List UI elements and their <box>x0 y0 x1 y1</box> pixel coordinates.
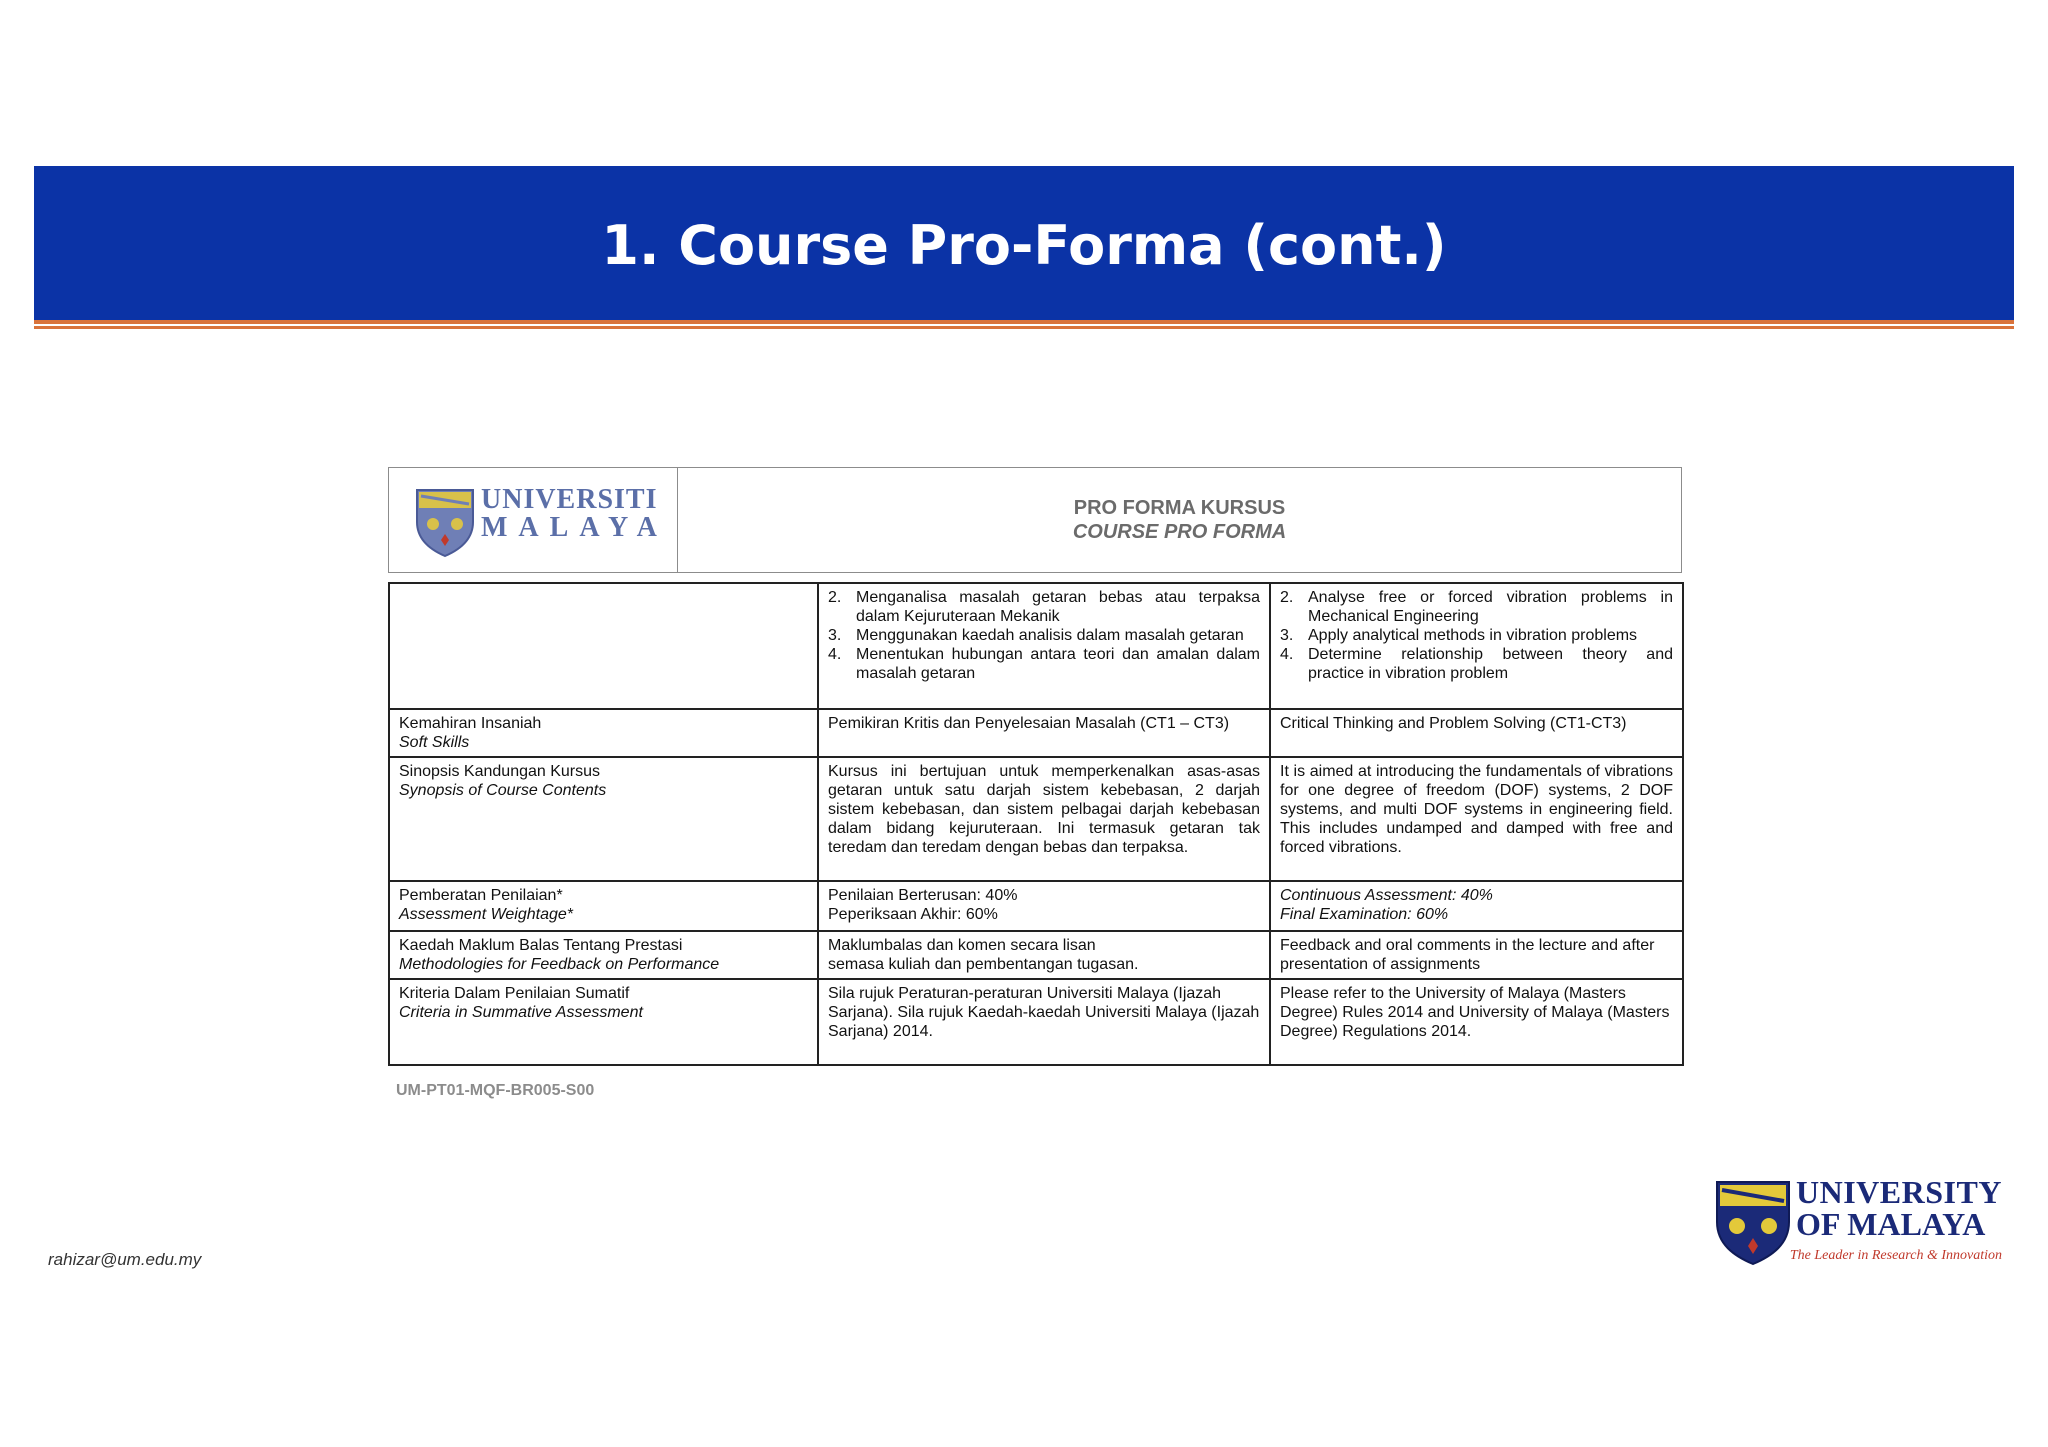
feedback-ms: Maklumbalas dan komen secara lisan semasa kuliah dan pembentangan tugasan. <box>818 931 1270 979</box>
logo-text-line1: UNIVERSITI <box>481 484 658 515</box>
proforma-table <box>388 582 1684 1066</box>
title-banner <box>34 166 2014 320</box>
university-logo <box>1712 1172 2002 1268</box>
outcomes-en <box>1270 583 1683 709</box>
list-item: 3. Apply analytical methods in vibration problems <box>1280 627 1638 644</box>
row-label: Pemberatan Penilaian* Assessment Weightage* <box>389 881 818 931</box>
table-row <box>389 583 1683 709</box>
author-email: rahizar@um.edu.my <box>48 1250 202 1269</box>
criteria-ms: Sila rujuk Peraturan-peraturan Universiti Malaya (Ijazah Sarjana). Sila rujuk Kaedah-kaedah Universiti Malaya (Ijazah Sarjana) 2014. <box>818 979 1270 1065</box>
list-item: 4. Menentukan hubungan antara teori dan amalan dalam masalah getaran <box>828 646 1260 682</box>
assessment-ms: Penilaian Berterusan: 40% Peperiksaan Akhir: 60% <box>818 881 1270 931</box>
feedback-en: Feedback and oral comments in the lecture and after presentation of assignments <box>1270 931 1683 979</box>
proforma-title-en: COURSE PRO FORMA <box>1072 521 1287 543</box>
criteria-en: Please refer to the University of Malaya (Masters Degree) Rules 2014 and University of Malaya (Masters Degree) Regulations 2014. <box>1270 979 1683 1065</box>
proforma-logo <box>389 468 678 572</box>
table-row <box>389 709 1683 757</box>
soft-skills-ms: Pemikiran Kritis dan Penyelesaian Masalah (CT1 – CT3) <box>818 709 1270 757</box>
brand-line1: UNIVERSITY <box>1796 1174 2002 1210</box>
slide-title: 1. Course Pro-Forma (cont.) <box>601 214 1447 277</box>
row-label: Kemahiran Insaniah Soft Skills <box>389 709 818 757</box>
table-cell-empty <box>389 583 818 709</box>
brand-line2: OF MALAYA <box>1796 1206 1986 1242</box>
outcomes-ms <box>818 583 1270 709</box>
row-label: Kriteria Dalam Penilaian Sumatif Criteria in Summative Assessment <box>389 979 818 1065</box>
brand-tagline: The Leader in Research & Innovation <box>1789 1248 2002 1263</box>
table-row <box>389 881 1683 931</box>
logo-text-line2: MALAYA <box>481 512 668 543</box>
synopsis-en: It is aimed at introducing the fundamentals of vibrations for one degree of freedom (DOF) systems, 2 DOF systems, and multi DOF systems in engineering field. This includes undamped and damped with free and forced vibrations. <box>1270 757 1683 881</box>
accent-rule <box>34 326 2014 329</box>
table-row <box>389 931 1683 979</box>
row-label: Sinopsis Kandungan Kursus Synopsis of Course Contents <box>389 757 818 881</box>
table-row <box>389 757 1683 881</box>
list-item: 3. Menggunakan kaedah analisis dalam masalah getaran <box>828 627 1244 644</box>
row-label: Kaedah Maklum Balas Tentang Prestasi Methodologies for Feedback on Performance <box>389 931 818 979</box>
proforma-header <box>388 467 1682 573</box>
synopsis-ms: Kursus ini bertujuan untuk memperkenalkan asas-asas getaran untuk satu darjah sistem kebebasan, 2 darjah sistem kebebasan, dan sistem pelbagai darjah kebebasan dalam bidang kejuruteraan. Ini termasuk getaran tak teredam dan teredam dengan bebas dan terpaksa. <box>818 757 1270 881</box>
list-item: 2. Analyse free or forced vibration problems in Mechanical Engineering <box>1280 589 1673 625</box>
proforma-title-ms: PRO FORMA KURSUS <box>1073 497 1286 519</box>
list-item: 4. Determine relationship between theory and practice in vibration problem <box>1280 646 1673 682</box>
accent-rule <box>34 320 2014 324</box>
proforma-title <box>678 496 1681 544</box>
table-row <box>389 979 1683 1065</box>
assessment-en: Continuous Assessment: 40% Final Examination: 60% <box>1270 881 1683 931</box>
list-item: 2. Menganalisa masalah getaran bebas atau terpaksa dalam Kejuruteraan Mekanik <box>828 589 1260 625</box>
crest-icon <box>415 486 475 558</box>
document-code: UM-PT01-MQF-BR005-S00 <box>396 1082 595 1099</box>
soft-skills-en: Critical Thinking and Problem Solving (CT1-CT3) <box>1270 709 1683 757</box>
